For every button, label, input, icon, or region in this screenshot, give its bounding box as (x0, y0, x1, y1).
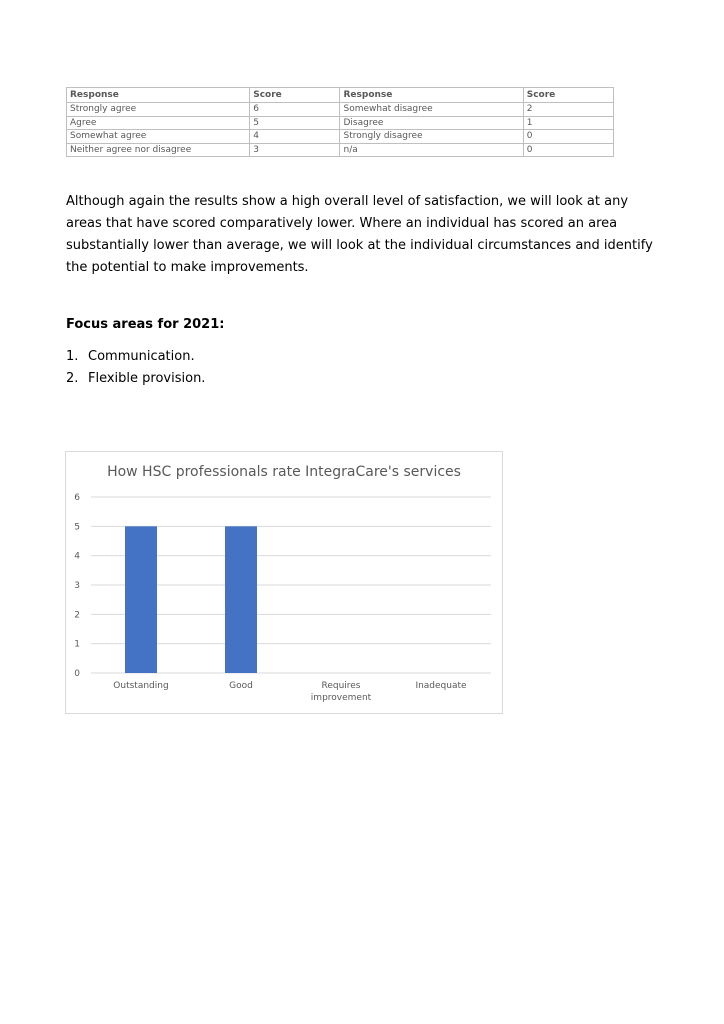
header-score-2: Score (523, 88, 613, 103)
header-score-1: Score (250, 88, 340, 103)
table-row (67, 116, 614, 130)
table-cell: 5 (250, 116, 340, 130)
table-cell: Neither agree nor disagree (67, 143, 250, 157)
x-tick-label: Inadequate (415, 681, 467, 691)
y-tick-label: 3 (74, 581, 80, 591)
table-header-row (67, 88, 614, 103)
table-row (67, 130, 614, 144)
list-item-text: Communication. (88, 349, 195, 364)
focus-areas-list (66, 346, 205, 390)
table-cell: Disagree (340, 116, 523, 130)
score-table (66, 87, 614, 157)
table-row (67, 103, 614, 117)
bar-chart (65, 451, 503, 714)
table-cell: 4 (250, 130, 340, 144)
header-response-2: Response (340, 88, 523, 103)
list-item (66, 346, 205, 368)
list-item-number: 1. (66, 349, 79, 364)
chart-title: How HSC professionals rate IntegraCare's services (107, 464, 461, 480)
body-paragraph: Although again the results show a high overall level of satisfaction, we will look at any areas that have scored comparatively lower. Where an individual has scored an area substantially lower than average, we will look at the individual circumstances and identify the potential to make improvements. (66, 194, 653, 275)
x-tick-label: Requires improvement (310, 681, 372, 703)
y-tick-label: 5 (74, 522, 80, 533)
table-cell: 0 (523, 143, 613, 157)
list-item-number: 2. (66, 371, 79, 386)
y-tick-label: 1 (74, 639, 80, 650)
table-cell: Agree (67, 116, 250, 130)
y-tick-label: 4 (74, 551, 80, 562)
table-cell: 6 (250, 103, 340, 117)
table-row (67, 143, 614, 157)
x-tick-label: Outstanding (113, 681, 169, 691)
y-tick-label: 2 (74, 610, 80, 621)
table-cell: 3 (250, 143, 340, 157)
table-cell: n/a (340, 143, 523, 157)
bar (225, 526, 257, 673)
x-tick-label: Good (229, 681, 253, 691)
table-cell: 2 (523, 103, 613, 117)
table-cell: 1 (523, 116, 613, 130)
chart-plot (66, 452, 502, 713)
list-item-text: Flexible provision. (88, 371, 206, 386)
list-item (66, 368, 205, 390)
header-response-1: Response (67, 88, 250, 103)
focus-areas-heading: Focus areas for 2021: (66, 317, 225, 332)
table-cell: Strongly disagree (340, 130, 523, 144)
bar (125, 526, 157, 673)
table-cell: 0 (523, 130, 613, 144)
y-tick-label: 6 (74, 493, 80, 503)
y-tick-label: 0 (74, 669, 80, 679)
table-cell: Somewhat disagree (340, 103, 523, 117)
table-cell: Strongly agree (67, 103, 250, 117)
table-cell: Somewhat agree (67, 130, 250, 144)
